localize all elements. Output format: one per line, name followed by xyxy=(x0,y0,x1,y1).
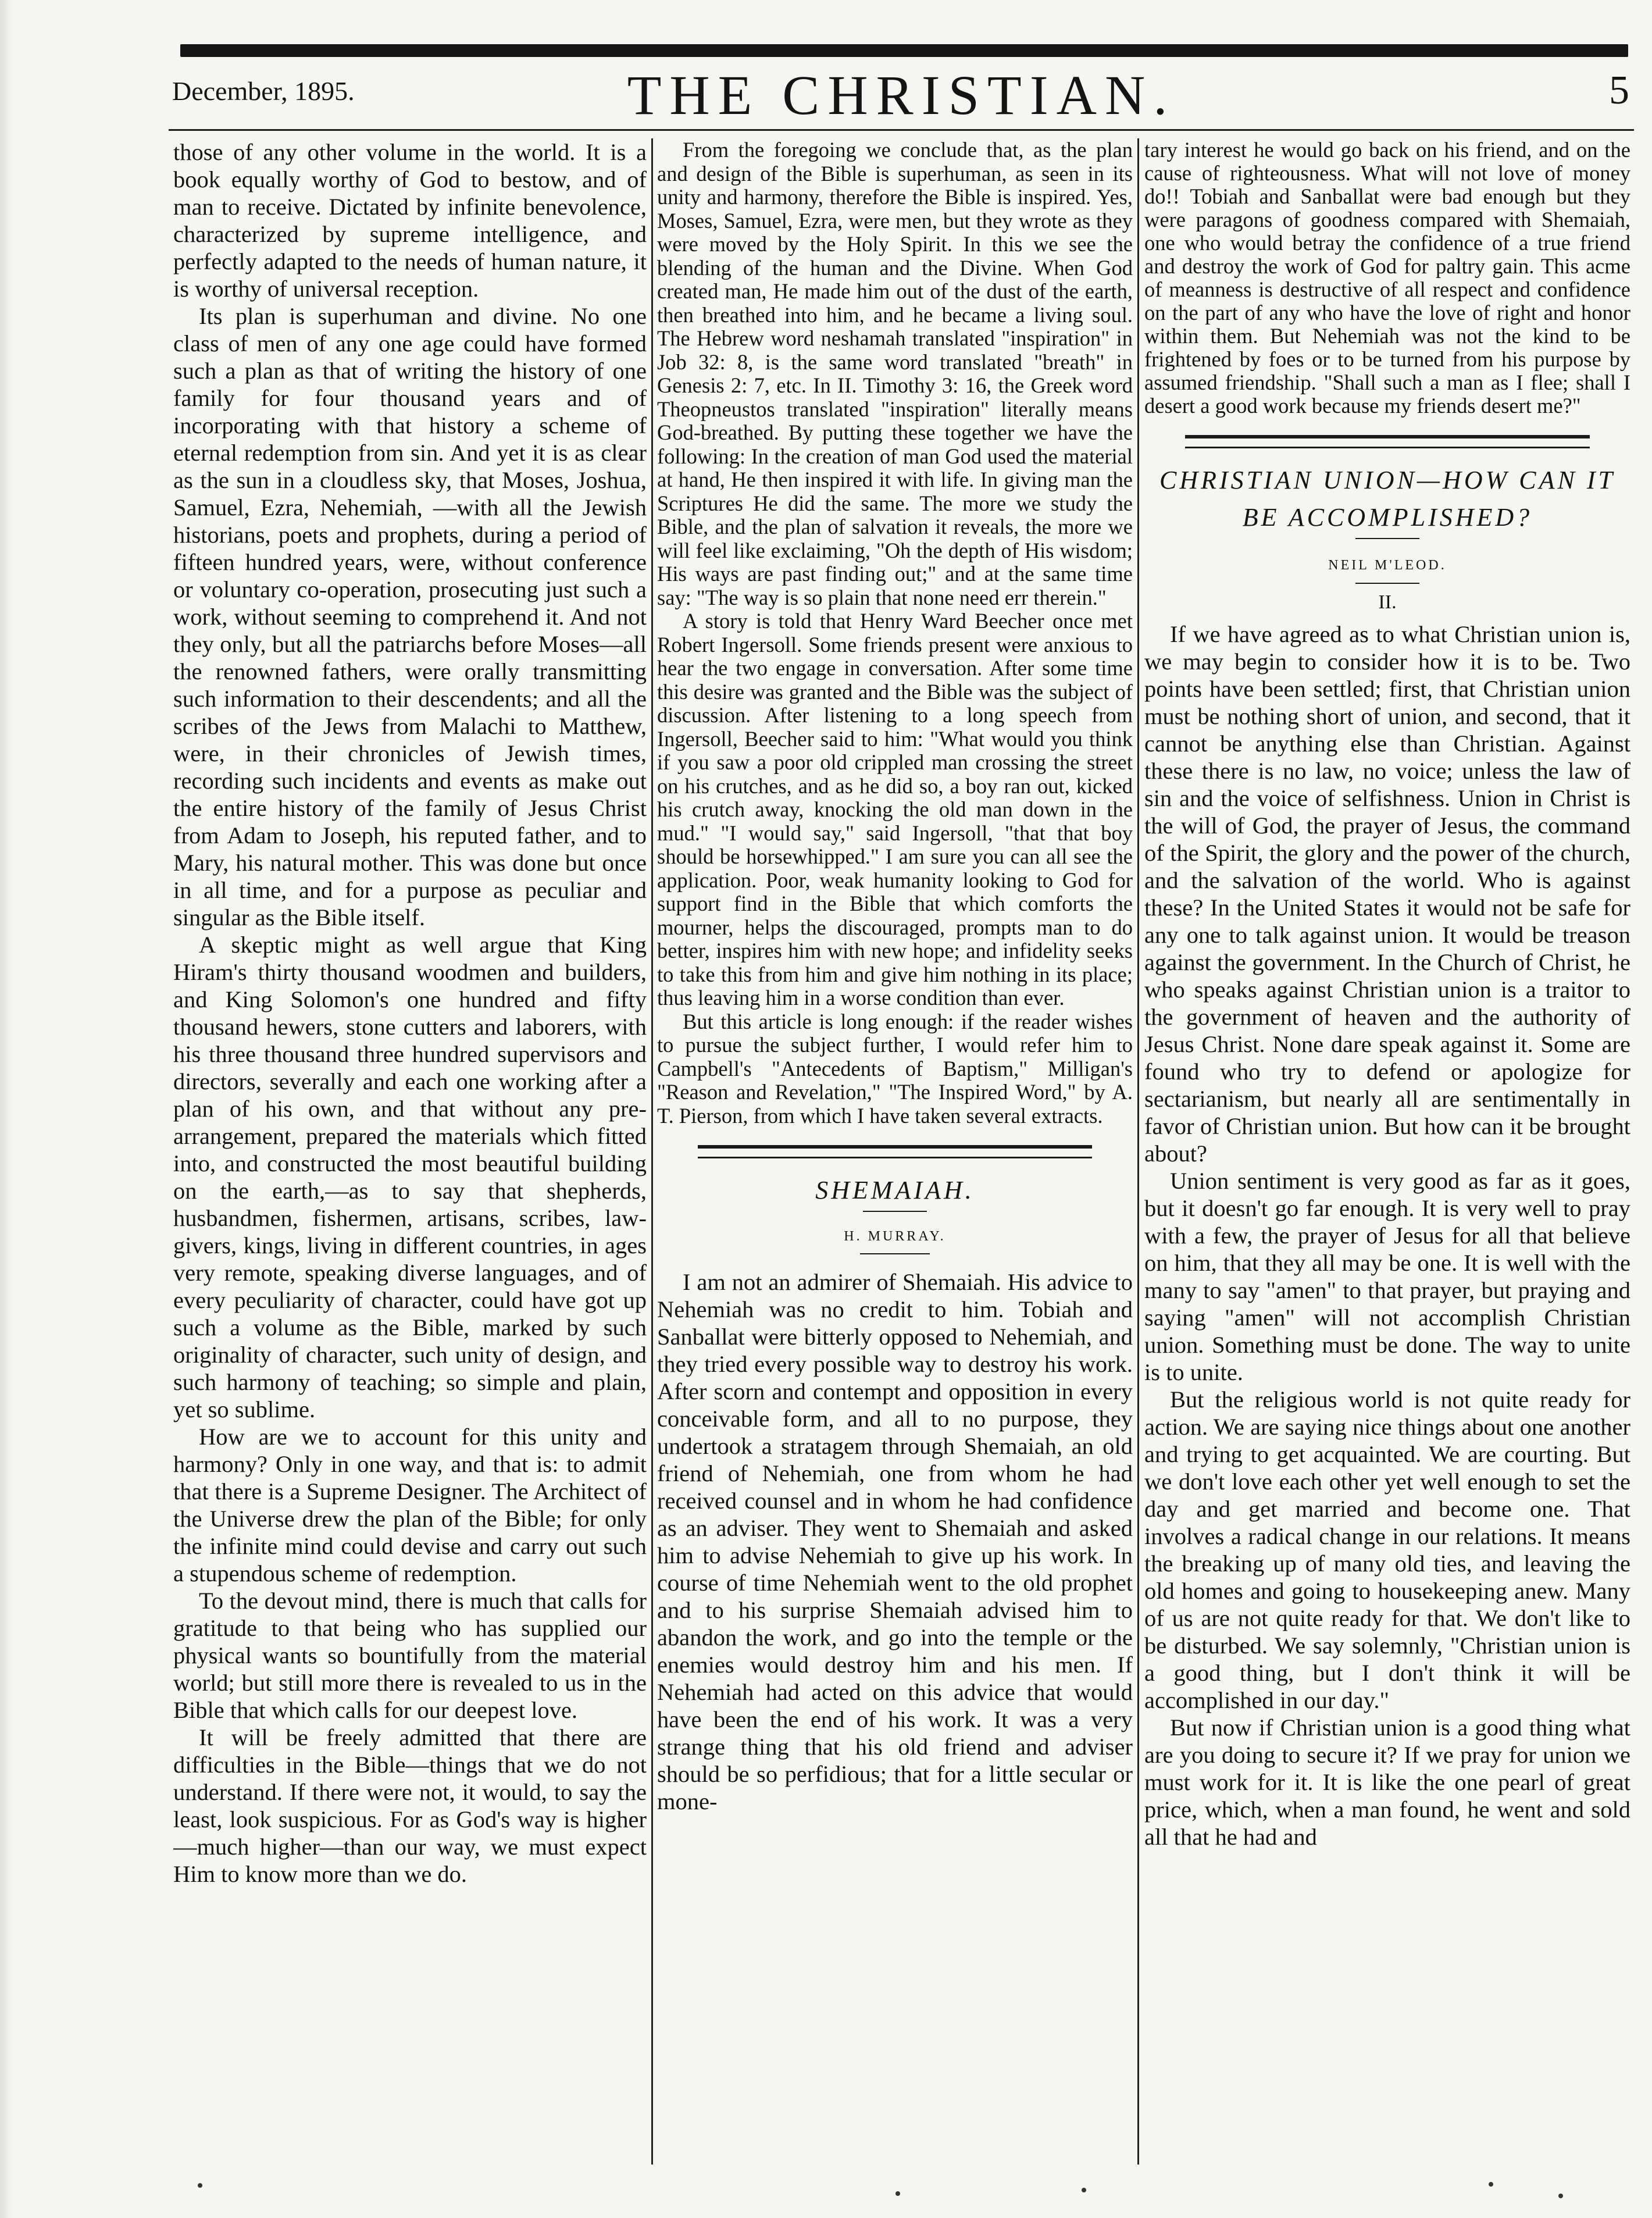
article-byline: H. MURRAY. xyxy=(844,1229,946,1244)
paragraph: A story is told that Henry Ward Beecher once met Robert Ingersoll. Some friends present were anxious to hear the two engage in conversation. After some time this desire was granted and the Bible was the subject of discussion. After listening to a long speech from Ingersoll, Beecher said to him: "What would you think if you saw a poor old crippled man crossing the street on his crutches, and as he did so, a boy ran out, kicked his crutch away, knocking the old man down in the mud." "I would say," said Ingersoll, "that that boy should be horsewhipped." I am sure you can all see the application. Poor, weak humanity looking to God for support find in the Bible that which comforts the mourner, helps the discouraged, prompts man to do better, inspires him with new hope; and infidelity seeks to take this from him and give him nothing in its place; thus leaving him in a worse condition than ever. xyxy=(657,609,1133,1010)
article-title-line-2: BE ACCOMPLISHED? xyxy=(1242,503,1533,532)
paragraph: Union sentiment is very good as far as it goes, but it doesn't go far enough. It is very well to pray with a few, the prayer of Jesus for all that believe on him, that they all may be one. It is well with the many to say "amen" to that prayer, but praying and saying "amen" will not accomplish Christian union. Something must be done. The way to unite is to unite. xyxy=(1144,1168,1630,1385)
article-title-line-1: CHRISTIAN UNION—HOW CAN IT xyxy=(1159,466,1615,494)
paragraph: If we have agreed as to what Christian union is, we may begin to consider how it is to be. Two points have been settled; first, that Christian union must be nothing short of union, and second, that it cannot be anything else than Christian. Against these there is no law, no voice; unless the law of sin and the voice of selfishness. Union in Christ is the will of God, the prayer of Jesus, the command of the Spirit, the glory and the power of the church, and the salvation of the world. Who is against these? In the United States it would not be safe for any one to talk against union. It would be treason against the government. In the Church of Christ, he who speaks against Christian union is a traitor to the government of heaven and the authority of Jesus Christ. None dare speak against it. Some are found who try to defend or apologize for sectarianism, but nearly all are sentimentally in favor of Christian union. But how can it be brought about? xyxy=(1144,621,1630,1167)
paragraph: To the devout mind, there is much that calls for gratitude to that being who has supplied our physical wants so bountifully from the material world; but still more there is revealed to us in the Bible that which calls for our deepest love. xyxy=(173,1588,647,1723)
title-rule xyxy=(1355,538,1419,539)
page-number: 5 xyxy=(1609,68,1629,113)
paragraph: I am not an admirer of Shemaiah. His advice to Nehemiah was no credit to him. Tobiah and Sanballat were bitterly opposed to Nehemiah, and they tried every possible way to destroy his work. After scorn and contempt and opposition in every conceivable form, and all to no purpose, they undertook a stratagem through Shemaiah, an old friend of Nehemiah, one from whom he had received counsel and in whom he had confidence as an adviser. They went to Shemaiah and asked him to advise Nehemiah to give up his work. In course of time Nehemiah went to the old prophet and to his surprise Shemaiah advised him to abandon the work, and go into the temple or the enemies would destroy him and his men. If Nehemiah had acted on this advice that would have been the end of his work. It was a very strange thing that his old friend and adviser should be so perfidious; that for a little secular or mone- xyxy=(657,1268,1133,1814)
paragraph: tary interest he would go back on his friend, and on the cause of righteousness. What will not love of money do!! Tobiah and Sanballat were bad enough but they were paragons of goodness compared with Shemaiah, one who would betray the confidence of a true friend and destroy the work of God for paltry gain. This acme of meanness is destructive of all respect and confidence on the part of any who have the love of right and honor within them. But Nehemiah was not the kind to be frightened by foes or to be turned from his purpose by assumed friendship. "Shall such a man as I flee; shall I desert a good work because my friends desert me?" xyxy=(1144,138,1630,418)
paragraph: A skeptic might as well argue that King Hiram's thirty thousand woodmen and builders, and King Solomon's one hundred and fifty thousand hewers, stone cutters and laborers, with his three thousand three hundred supervisors and directors, severally and each one working after a plan of his own, and that without any pre-arrangement, prepared the materials which fitted into, and constructed the most beautiful building on the earth,—as to say that shepherds, husbandmen, fishermen, artisans, scribes, law-givers, kings, living in different countries, in ages very remote, speaking diverse languages, and of every peculiarity of character, could have got up such a volume as the Bible, marked by such originality of character, such unity of design, and such harmony of teaching; so simple and plain, yet so sublime. xyxy=(173,932,647,1422)
paragraph: But this article is long enough: if the reader wishes to pursue the subject further, I would refer him to Campbell's "Antecedents of Baptism," Milligan's "Reason and Revelation," "The Inspired Word," by A. T. Pierson, from which I have taken several extracts. xyxy=(657,1009,1133,1128)
top-heavy-rule xyxy=(180,44,1628,57)
byline-rule xyxy=(860,1253,930,1254)
issue-date: December, 1895. xyxy=(172,76,355,106)
article-title: SHEMAIAH. xyxy=(815,1176,975,1204)
publication-title: THE CHRISTIAN. xyxy=(627,64,1176,126)
print-speckles xyxy=(174,2180,1629,2203)
byline-rule xyxy=(1355,583,1419,584)
paragraph: How are we to account for this unity and harmony? Only in one way, and that is: to admit that there is a Supreme Designer. The Architect of the Universe drew the plan of the Bible; for only the infinite mind could devise and carry out such a stupendous scheme of redemption. xyxy=(173,1424,647,1586)
column-1 xyxy=(173,138,647,2160)
paragraph: From the foregoing we conclude that, as the plan and design of the Bible is superhuman, as seen in its unity and harmony, therefore the Bible is inspired. Yes, Moses, Samuel, Ezra, were men, but they wrote as they were moved by the Holy Spirit. In this we see the blending of the human and the Divine. When God created man, He made him out of the dust of the earth, then breathed into him, and he became a living soul. The Hebrew word neshamah translated "inspiration" in Job 32: 8, is the same word translated "breath" in Genesis 2: 7, etc. In II. Timothy 3: 16, the Greek word Theopneustos translated "inspiration" literally means God-breathed. By putting these together we have the following: In the creation of man God used the material at hand, He then inspired it with life. In giving man the Scriptures He did the same. The more we study the Bible, and the plan of salvation it reveals, the more we will feel like exclaiming, "Oh the depth of His wisdom; His ways are past finding out;" and at the same time say: "The way is so plain that none need err therein." xyxy=(657,138,1133,609)
paragraph: But the religious world is not quite ready for action. We are saying nice things about one another and trying to get acquainted. We are courting. But we don't love each other yet well enough to set the day and get married and become one. That involves a radical change in our relations. It means the breaking up of many old ties, and leaving the old homes and going to housekeeping anew. Many of us are not quite ready for that. We don't like to be disturbed. We say solemnly, "Christian union is a good thing, but I don't think it will be accomplished in our day." xyxy=(1144,1386,1630,1713)
paragraph: It will be freely admitted that there are difficulties in the Bible—things that we do not understand. If there were not, it would, to say the least, look suspicious. For as God's way is higher—much higher—than our way, we must expect Him to know more than we do. xyxy=(173,1724,647,1887)
title-rule xyxy=(863,1211,927,1212)
paragraph: those of any other volume in the world. It is a book equally worthy of God to bestow, and of man to receive. Dictated by infinite benevolence, characterized by supreme intelligence, and perfectly adapted to the needs of human nature, it is worthy of universal reception. xyxy=(173,139,647,302)
header-rule xyxy=(169,129,1634,131)
article-separator xyxy=(1185,435,1590,448)
column-3 xyxy=(1144,138,1630,2160)
paragraph: But now if Christian union is a good thing what are you doing to secure it? If we pray for union we must work for it. It is like the one pearl of great price, which, when a man found, he went and sold all that he had and xyxy=(1144,1714,1630,1850)
article-byline: NEIL M'LEOD. xyxy=(1328,558,1447,573)
paragraph: Its plan is superhuman and divine. No one class of men of any one age could have formed such a plan as that of writing the history of one family for four thousand years and of incorporating with that history a scheme of eternal redemption from sin. And yet it is as clear as the sun in a cloudless sky, that Moses, Joshua, Samuel, Ezra, Nehemiah, —with all the Jewish historians, poets and prophets, during a period of fifteen hundred years, were, without conference or voluntary co-operation, prosecuting just such a work, without seeming to comprehend it. And not they only, but all the patriarchs before Moses—all the renowned fathers, were orally transmitting such information to their descendents; and all the scribes of the Jews from Malachi to Matthew, were, in their chronicles of Jewish times, recording such incidents and events as make out the entire history of the family of Jesus Christ from Adam to Joseph, his reputed father, and to Mary, his natural mother. This was done but once in all time, and for a purpose as peculiar and singular as the Bible itself. xyxy=(173,303,647,930)
column-divider xyxy=(1137,138,1139,2164)
column-divider xyxy=(651,138,653,2164)
article-separator xyxy=(698,1145,1092,1158)
column-2 xyxy=(657,138,1133,2160)
part-number: II. xyxy=(1378,591,1397,613)
page-edge-shadow xyxy=(0,0,13,2218)
masthead xyxy=(169,63,1634,127)
